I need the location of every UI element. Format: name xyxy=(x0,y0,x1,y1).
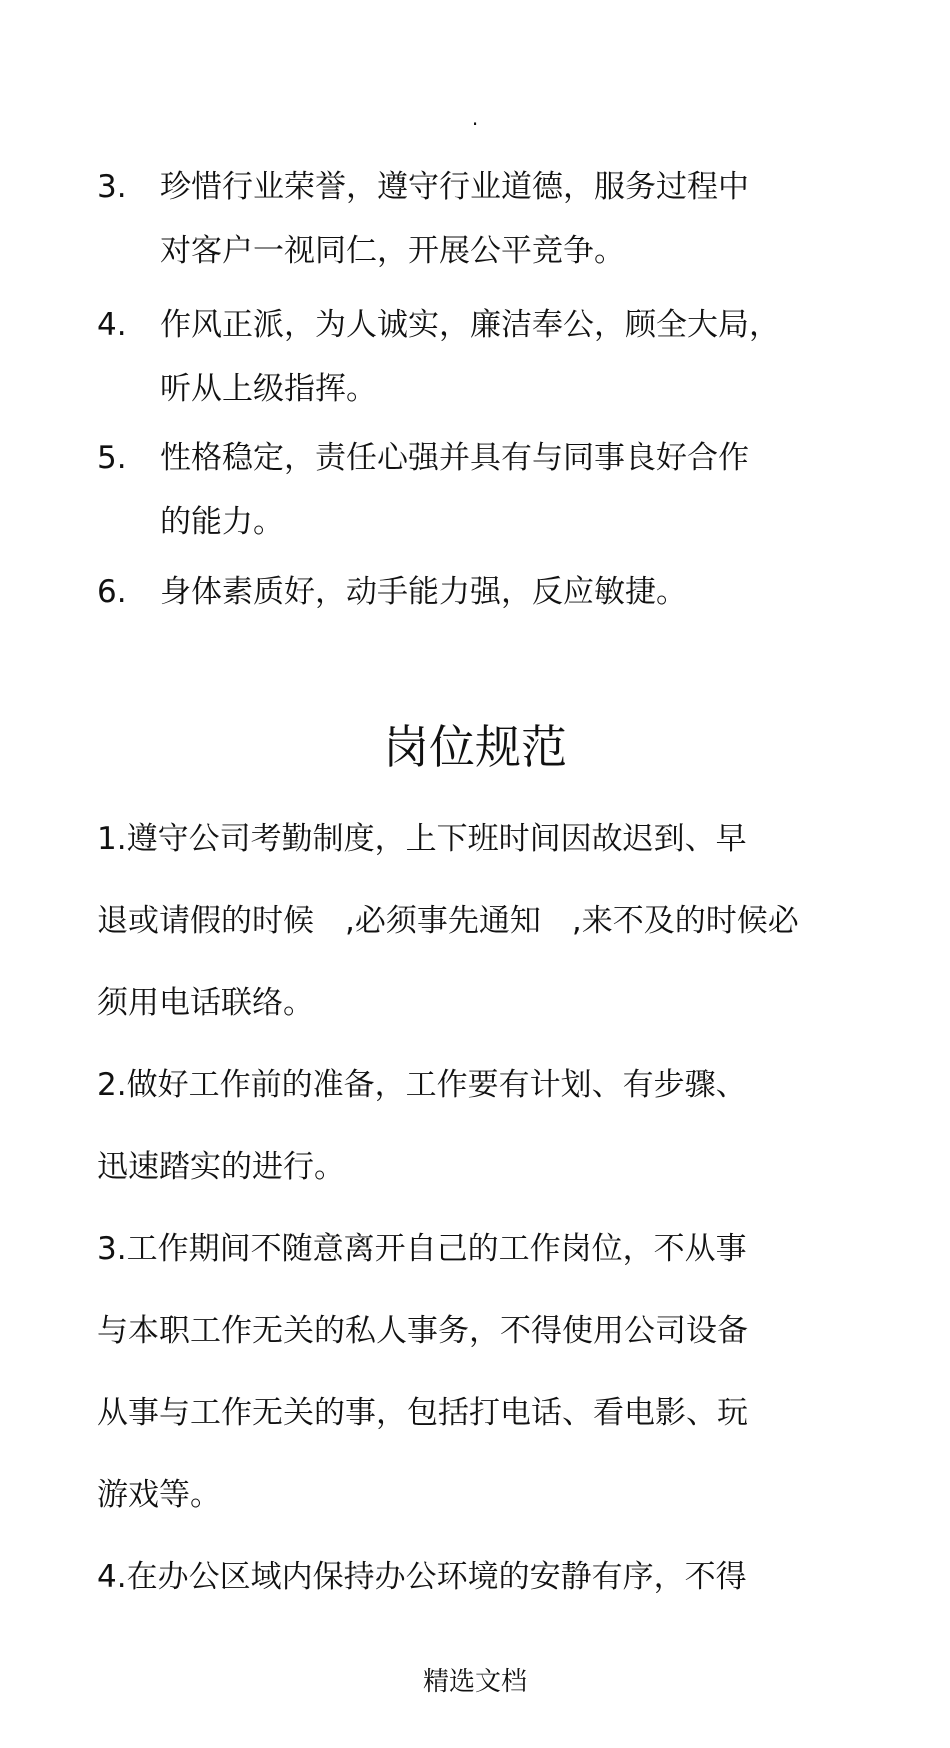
item-number: 5. xyxy=(97,440,127,476)
paragraph-line: 1.遵守公司考勤制度，上下班时间因故迟到、早 xyxy=(97,821,747,857)
item-text-line: 珍惜行业荣誉，遵守行业道德，服务过程中 xyxy=(160,169,749,205)
item-text-line: 作风正派，为人诚实，廉洁奉公，顾全大局， xyxy=(160,307,780,343)
paragraph-line: 3.工作期间不随意离开自己的工作岗位，不从事 xyxy=(97,1231,747,1267)
item-text-line: 身体素质好，动手能力强，反应敏捷。 xyxy=(160,574,687,610)
list-item xyxy=(97,169,817,269)
header-mark: . xyxy=(471,106,479,130)
item-text-line: 的能力。 xyxy=(160,504,284,540)
item-number: 6. xyxy=(97,574,127,610)
item-number: 3. xyxy=(97,169,127,205)
list-item xyxy=(97,307,817,407)
paragraph-line: 与本职工作无关的私人事务，不得使用公司设备 xyxy=(97,1313,748,1349)
paragraph-line: 4.在办公区域内保持办公环境的安静有序，不得 xyxy=(97,1559,747,1595)
paragraph-line: 从事与工作无关的事，包括打电话、看电影、玩 xyxy=(97,1395,748,1431)
paragraph-line: 2.做好工作前的准备，工作要有计划、有步骤、 xyxy=(97,1067,747,1103)
paragraph-line: 须用电话联络。 xyxy=(97,985,314,1021)
section-title: 岗位规范 xyxy=(383,720,567,774)
item-text-line: 性格稳定，责任心强并具有与同事良好合作 xyxy=(160,440,749,476)
paragraph-line: 迅速踏实的进行。 xyxy=(97,1149,345,1185)
list-item xyxy=(97,574,817,617)
item-text-line: 对客户一视同仁，开展公平竞争。 xyxy=(160,233,625,269)
item-text-line: 听从上级指挥。 xyxy=(160,371,377,407)
list-item xyxy=(97,440,817,540)
paragraph-line: 游戏等。 xyxy=(97,1477,221,1513)
page-footer: 精选文档 xyxy=(422,1667,527,1697)
item-number: 4. xyxy=(97,307,127,343)
paragraph-line: 退或请假的时候 ,必须事先通知 ,来不及的时候必 xyxy=(97,903,799,939)
